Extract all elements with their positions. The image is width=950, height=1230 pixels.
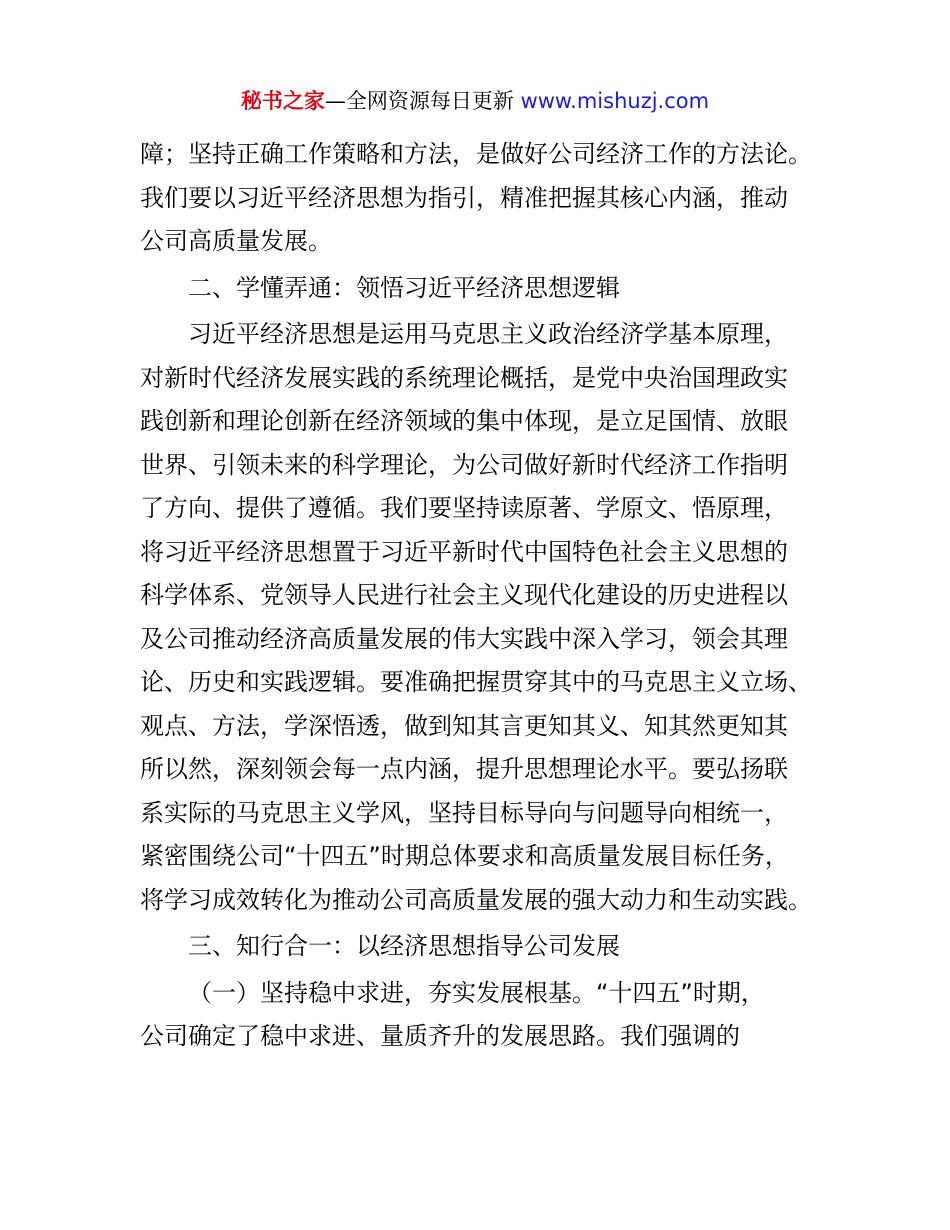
section-heading-2 [140, 267, 840, 311]
text-line: 了方向、提供了遵循。我们要坚持读原著、学原文、悟原理， [140, 494, 788, 522]
text-line: 障；坚持正确工作策略和方法，是做好公司经济工作的方法论。 [140, 140, 812, 168]
site-header [0, 86, 950, 116]
text-line: 观点、方法，学深悟透，做到知其言更知其义、知其然更知其 [140, 711, 788, 740]
text-line: 论、历史和实践逻辑。要准确把握贯穿其中的马克思主义立场、 [140, 668, 812, 696]
paragraph-3 [140, 972, 840, 1059]
document-body [140, 133, 840, 1059]
text-line: 所以然，深刻领会每一点内涵，提升思想理论水平。要弘扬联 [140, 755, 788, 783]
text-line: 将学习成效转化为推动公司高质量发展的强大动力和生动实践。 [140, 885, 812, 914]
text-line: 公司高质量发展。 [140, 227, 332, 255]
text-line: 对新时代经济发展实践的系统理论概括，是党中央治国理政实 [140, 363, 788, 392]
text-line: 科学体系、党领导人民进行社会主义现代化建设的历史进程以 [140, 581, 788, 609]
text-line: （一）坚持稳中求进，夯实发展根基。“十四五”时期， [188, 978, 765, 1007]
heading-text: 三、知行合一：以经济思想指导公司发展 [188, 932, 620, 960]
site-url[interactable]: www.mishuzj.com [520, 89, 710, 113]
text-line: 公司确定了稳中求进、量质齐升的发展思路。我们强调的 [140, 1022, 740, 1050]
section-heading-3 [140, 925, 840, 969]
paragraph-1 [140, 133, 840, 264]
text-line: 紧密围绕公司“十四五”时期总体要求和高质量发展目标任务， [140, 842, 789, 870]
text-line: 践创新和理论创新在经济领域的集中体现，是立足国情、放眼 [140, 407, 788, 435]
text-line: 系实际的马克思主义学风，坚持目标导向与问题导向相统一， [140, 798, 788, 827]
text-line: 及公司推动经济高质量发展的伟大实践中深入学习，领会其理 [140, 624, 788, 653]
site-tagline: —全网资源每日更新 [324, 89, 521, 113]
site-brand: 秘书之家 [240, 89, 325, 113]
text-line: 我们要以习近平经济思想为指引，精准把握其核心内涵，推动 [140, 183, 788, 212]
paragraph-2 [140, 313, 840, 922]
text-line: 世界、引领未来的科学理论，为公司做好新时代经济工作指明 [140, 450, 788, 479]
heading-text: 二、学懂弄通：领悟习近平经济思想逻辑 [188, 273, 620, 302]
text-line: 习近平经济思想是运用马克思主义政治经济学基本原理， [188, 320, 788, 348]
text-line: 将习近平经济思想置于习近平新时代中国特色社会主义思想的 [140, 537, 788, 566]
